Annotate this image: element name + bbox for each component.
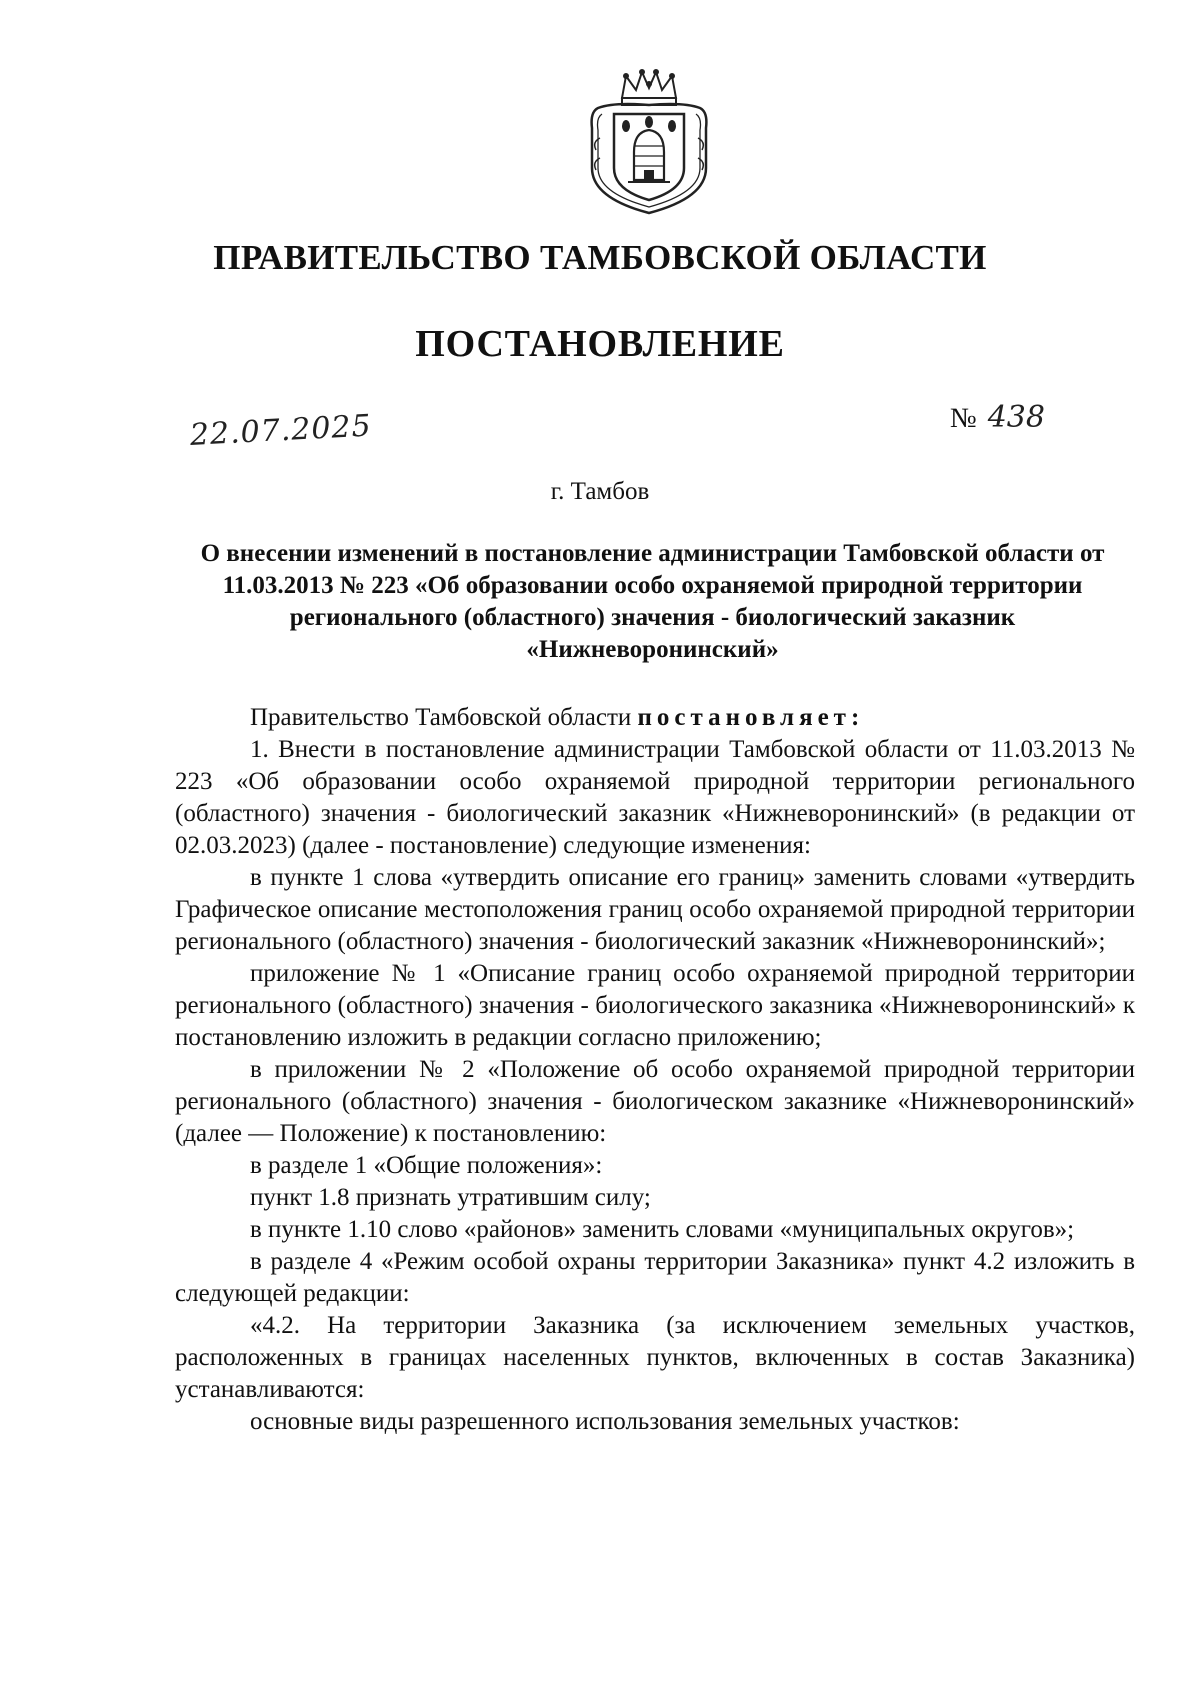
document-body [175, 702, 1135, 1438]
body-paragraph: 1. Внести в постановление администрации Тамбовской области от 11.03.2013 № 223 «Об образовании особо охраняемой природной территории регионального (областного) значения - биологический заказник «Нижневоронинский» (в редакции от 02.03.2023) (далее - постановление) следующие изменения: [175, 736, 1135, 859]
preamble-text: Правительство Тамбовской области [250, 704, 638, 731]
document-subject: О внесении изменений в постановление администрации Тамбовской области от 11.03.2013 № 223 «Об образовании особо охраняемой природной территории регионального (областного) значения - биологический заказник «Нижневоронинский» [200, 540, 1105, 663]
handwritten-date: 22.07.2025 [189, 408, 373, 453]
document-type-title: ПОСТАНОВЛЕНИЕ [415, 323, 785, 365]
body-paragraph: приложение № 1 «Описание границ особо охраняемой природной территории регионального (областного) значения - биологического заказника «Нижневоронинский» к постановлению изложить в редакции согласно приложению; [175, 960, 1135, 1051]
tambov-coat-of-arms-emblem [584, 68, 714, 216]
body-paragraph: основные виды разрешенного использования земельных участков: [250, 1408, 960, 1435]
body-paragraph: в пункте 1.10 слово «районов» заменить словами «муниципальных округов»; [250, 1216, 1075, 1243]
handwritten-number: 438 [987, 400, 1045, 435]
city-line: г. Тамбов [550, 478, 650, 505]
body-paragraph: в разделе 1 «Общие положения»: [250, 1152, 603, 1179]
preamble-action: постановляет: [637, 704, 865, 731]
body-paragraph: в пункте 1 слова «утвердить описание его границ» заменить словами «утвердить Графическое описание местоположения границ особо охраняемой природной территории регионального (областного) значения - биологический заказник «Нижневоронинский»; [175, 864, 1135, 955]
preamble-paragraph [175, 702, 1135, 734]
body-paragraph: в разделе 4 «Режим особой охраны территории Заказника» пункт 4.2 изложить в следующей редакции: [175, 1248, 1135, 1307]
document-number [950, 400, 1045, 435]
organization-name: ПРАВИТЕЛЬСТВО ТАМБОВСКОЙ ОБЛАСТИ [213, 238, 987, 277]
number-sign: № [950, 403, 977, 434]
body-paragraph: пункт 1.8 признать утратившим силу; [250, 1184, 651, 1211]
body-paragraph: в приложении № 2 «Положение об особо охраняемой природной территории регионального (областного) значения - биологическом заказнике «Нижневоронинский» (далее — Положение) к постановлению: [175, 1056, 1135, 1147]
body-paragraph: «4.2. На территории Заказника (за исключением земельных участков, расположенных в границах населенных пунктов, включенных в состав Заказника) устанавливаются: [175, 1312, 1135, 1403]
